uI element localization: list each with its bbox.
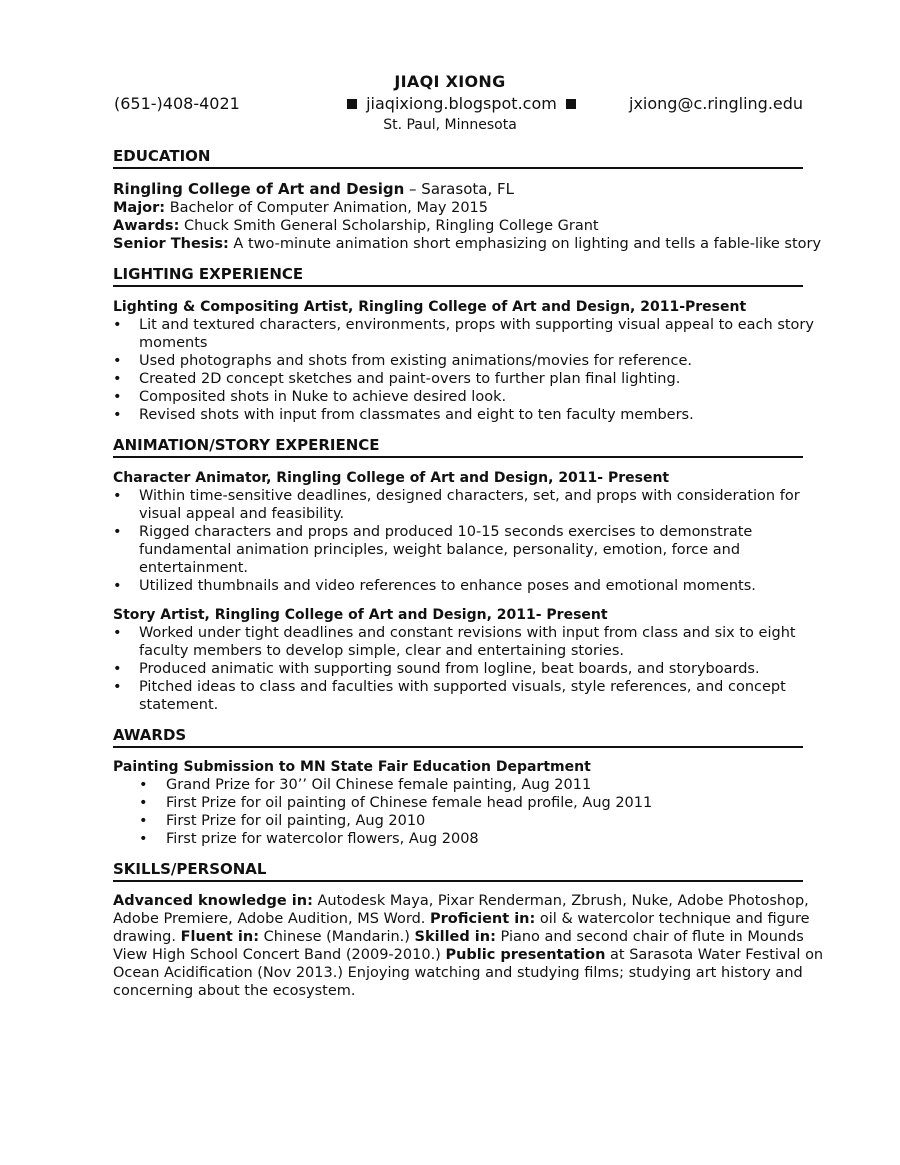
- skills-line: [113, 892, 809, 910]
- bullet-icon: •: [139, 831, 148, 847]
- animation-section-header: [113, 434, 803, 458]
- skills-label: Public presentation: [445, 947, 606, 963]
- skills-text: oil & watercolor technique and figure: [535, 911, 810, 927]
- list-item: entertainment.: [139, 560, 248, 576]
- list-item: Within time-sensitive deadlines, designed characters, set, and props with consideration for: [139, 488, 800, 504]
- blog-link[interactable]: jiaqixiong.blogspot.com: [366, 94, 557, 113]
- blog-line: [343, 94, 580, 113]
- bullet-icon: •: [113, 389, 122, 405]
- skills-text: Piano and second chair of flute in Mounds: [495, 929, 804, 945]
- square-bullet-icon: [347, 99, 357, 109]
- skills-line: [113, 928, 804, 946]
- skills-text: at Sarasota Water Festival on: [605, 947, 824, 963]
- list-item: Composited shots in Nuke to achieve desired look.: [139, 389, 507, 405]
- school-location: – Sarasota, FL: [404, 180, 514, 198]
- candidate-name: JIAQI XIONG: [394, 72, 506, 91]
- bullet-icon: •: [113, 488, 122, 504]
- section-divider: [113, 456, 803, 458]
- list-item: Produced animatic with supporting sound from logline, beat boards, and storyboards.: [139, 661, 760, 677]
- school-line: [113, 180, 514, 198]
- bullet-icon: •: [139, 795, 148, 811]
- phone-number: (651-)408-4021: [114, 94, 240, 113]
- list-item: First Prize for oil painting, Aug 2010: [166, 813, 426, 829]
- section-title: ANIMATION/STORY EXPERIENCE: [113, 436, 380, 454]
- skills-line: [113, 946, 823, 964]
- skills-text: Adobe Premiere, Adobe Audition, MS Word.: [113, 911, 431, 927]
- school-name: Ringling College of Art and Design: [113, 180, 405, 198]
- major-label: Major:: [113, 200, 166, 216]
- list-item: visual appeal and feasibility.: [139, 506, 345, 522]
- list-item: Rigged characters and props and produced 10-15 seconds exercises to demonstrate: [139, 524, 753, 540]
- skills-section-header: [113, 858, 803, 882]
- education-section-header: [113, 145, 803, 169]
- list-item: Pitched ideas to class and faculties with supported visuals, style references, and concept: [139, 679, 786, 695]
- list-item: statement.: [139, 697, 219, 713]
- bullet-icon: •: [139, 813, 148, 829]
- list-item: Grand Prize for 30’’ Oil Chinese female painting, Aug 2011: [166, 777, 592, 793]
- section-title: AWARDS: [113, 726, 187, 744]
- bullet-icon: •: [113, 625, 122, 641]
- list-item: First prize for watercolor flowers, Aug 2008: [166, 831, 479, 847]
- thesis-line: [113, 235, 821, 253]
- section-divider: [113, 285, 803, 287]
- awards-line: [113, 217, 599, 235]
- bullet-icon: •: [113, 371, 122, 387]
- list-item: Used photographs and shots from existing animations/movies for reference.: [139, 353, 692, 369]
- list-item: fundamental animation principles, weight balance, personality, emotion, force and: [139, 542, 741, 558]
- list-item: Lit and textured characters, environments, props with supporting visual appeal to each story: [139, 317, 814, 333]
- list-item: moments: [139, 335, 208, 351]
- thesis-label: Senior Thesis:: [113, 236, 229, 252]
- email-link[interactable]: jxiong@c.ringling.edu: [629, 94, 804, 113]
- list-item: Utilized thumbnails and video references to enhance poses and emotional moments.: [139, 578, 756, 594]
- lighting-section-header: [113, 263, 803, 287]
- bullet-icon: •: [113, 407, 122, 423]
- awards-label: Awards:: [113, 218, 180, 234]
- job-title: Story Artist, Ringling College of Art and Design, 2011- Present: [113, 607, 608, 623]
- job-title: Lighting & Compositing Artist, Ringling College of Art and Design, 2011-Present: [113, 299, 747, 315]
- skills-label: Proficient in:: [430, 911, 536, 927]
- list-item: Created 2D concept sketches and paint-overs to further plan final lighting.: [139, 371, 681, 387]
- bullet-icon: •: [113, 679, 122, 695]
- list-item: Worked under tight deadlines and constant revisions with input from class and six to eight: [139, 625, 796, 641]
- skills-line: [113, 910, 810, 928]
- skills-text: Autodesk Maya, Pixar Renderman, Zbrush, Nuke, Adobe Photoshop,: [312, 893, 809, 909]
- bullet-icon: •: [113, 317, 122, 333]
- square-bullet-icon: [566, 99, 576, 109]
- section-divider: [113, 167, 803, 169]
- list-item: First Prize for oil painting of Chinese female head profile, Aug 2011: [166, 795, 653, 811]
- skills-label: Advanced knowledge in:: [113, 893, 313, 909]
- list-item: Revised shots with input from classmates and eight to ten faculty members.: [139, 407, 694, 423]
- skills-line: Ocean Acidification (Nov 2013.) Enjoying watching and studying films; studying art history and: [113, 965, 803, 981]
- bullet-icon: •: [113, 524, 122, 540]
- skills-line: concerning about the ecosystem.: [113, 983, 356, 999]
- major-line: [113, 199, 488, 217]
- section-title: EDUCATION: [113, 147, 211, 165]
- skills-text: drawing.: [113, 929, 181, 945]
- list-item: faculty members to develop simple, clear and entertaining stories.: [139, 643, 625, 659]
- section-title: SKILLS/PERSONAL: [113, 860, 267, 878]
- bullet-icon: •: [139, 777, 148, 793]
- job-title: Character Animator, Ringling College of Art and Design, 2011- Present: [113, 470, 670, 486]
- skills-label: Skilled in:: [414, 929, 496, 945]
- awards-section-header: [113, 724, 803, 748]
- section-title: LIGHTING EXPERIENCE: [113, 265, 304, 283]
- bullet-icon: •: [113, 353, 122, 369]
- major-value: Bachelor of Computer Animation, May 2015: [165, 200, 489, 216]
- bullet-icon: •: [113, 661, 122, 677]
- thesis-value: A two-minute animation short emphasizing on lighting and tells a fable-like story: [228, 236, 822, 252]
- bullet-icon: •: [113, 578, 122, 594]
- skills-label: Fluent in:: [180, 929, 259, 945]
- section-divider: [113, 880, 803, 882]
- awards-heading: Painting Submission to MN State Fair Education Department: [113, 759, 591, 775]
- location: St. Paul, Minnesota: [383, 117, 517, 133]
- section-divider: [113, 746, 803, 748]
- awards-value: Chuck Smith General Scholarship, Ringling College Grant: [179, 218, 599, 234]
- skills-text: Chinese (Mandarin.): [259, 929, 415, 945]
- skills-text: View High School Concert Band (2009-2010.): [113, 947, 446, 963]
